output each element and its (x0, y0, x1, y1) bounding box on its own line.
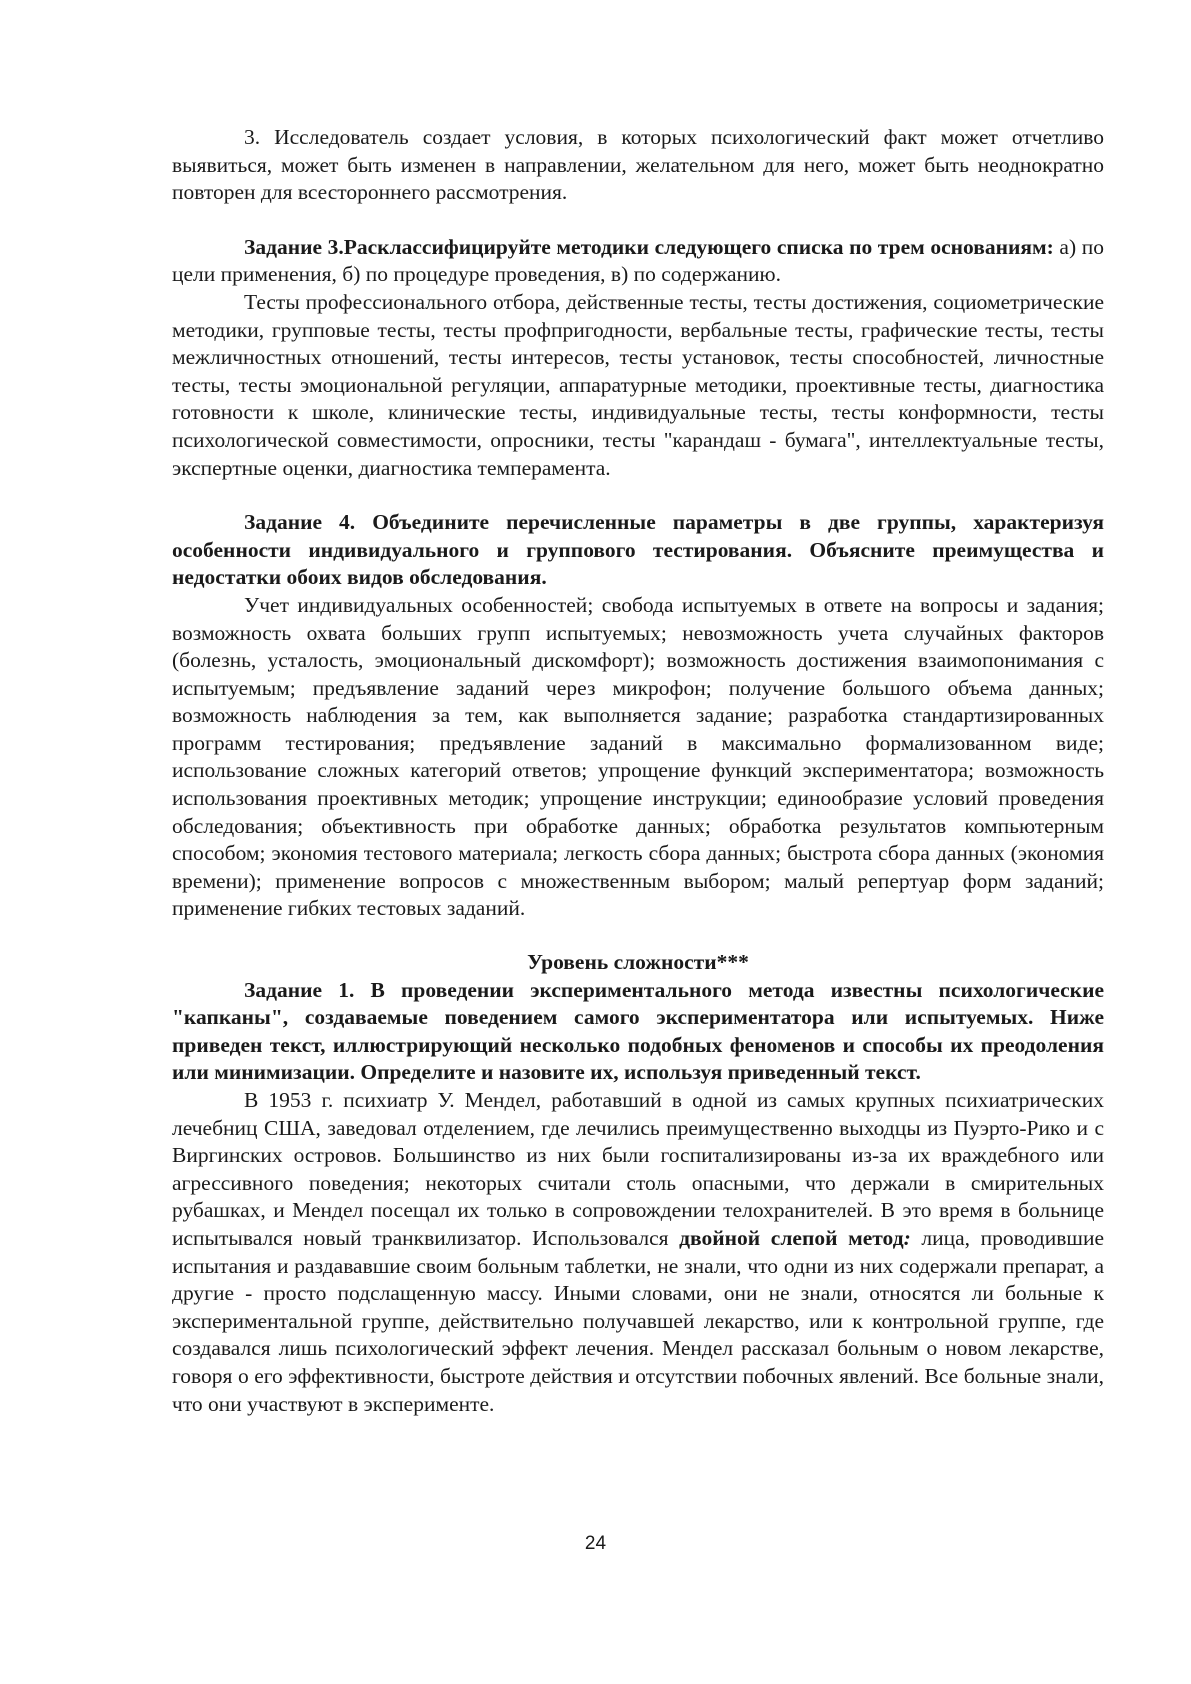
task-1-body (172, 1087, 1104, 1418)
spacer (172, 207, 1104, 234)
page-text-body (172, 124, 1104, 1418)
task-3-title: Задание 3.Расклассифицируйте методики следующего списка по трем основаниям: (244, 234, 1054, 259)
task-4-title: Задание 4. Объедините перечисленные параметры в две группы, характеризуя особенности индивидуального и группового тестирования. Объясните преимущества и недостатки обоих видов обследования. (172, 510, 1104, 590)
task-1-title: Задание 1. В проведении экспериментального метода известны психологические "капканы", создаваемые поведением самого экспериментатора или испытуемых. Ниже приведен текст, иллюстрирующий несколько подобных феноменов и способы их преодоления или минимизации. Определите и назовите их, используя приведенный текст. (172, 977, 1104, 1085)
spacer (172, 923, 1104, 949)
paragraph-item-3: 3. Исследователь создает условия, в которых психологический факт может отчетливо выявиться, может быть изменен в направлении, желательном для него, может быть неоднократно повторен для всестороннего рассмотрения. (172, 125, 1104, 205)
task-3-heading (172, 234, 1104, 289)
task-3-body: Тесты профессионального отбора, действенные тесты, тесты достижения, социометрические методики, групповые тесты, тесты профпригодности, вербальные тесты, графические тесты, тесты межличностных отношений, тесты интересов, тесты установок, тесты способностей, личностные тесты, тесты эмоциональной регуляции, аппаратурные методики, проективные тесты, диагностика готовности к школе, клинические тесты, индивидуальные тесты, тесты конформности, тесты психологической совместимости, опросники, тесты "карандаш - бумага", интеллектуальные тесты, экспертные оценки, диагностика темперамента. (172, 289, 1104, 480)
task-1-body-bold-term: двойной слепой метод (679, 1225, 904, 1250)
task-1-body-end: лица, проводившие испытания и раздававшие своим больным таблетки, не знали, что одни из них содержали препарат, а другие - просто подслащенную массу. Иными словами, они не знали, относятся ли больные к экспериментальной группе, действительно получавшей лекарство, или к контрольной группе, где создавался лишь психологический эффект лечения. Мендел рассказал больным о новом лекарстве, говоря о его эффективности, быстроте действия и отсутствии побочных явлений. Все больные знали, что они участвуют в эксперименте. (172, 1225, 1104, 1416)
page-number: 24 (584, 1533, 607, 1554)
level-heading: Уровень сложности*** (527, 950, 749, 975)
spacer (172, 482, 1104, 509)
task-1-body-start: В 1953 г. психиатр У. Мендел, работавший в одной из самых крупных психиатрических лечебниц США, заведовал отделением, где лечились преимущественно выходцы из Пуэрто-Рико и с Виргинских островов. Большинство из них были госпитализированы из-за их враждебного или агрессивного поведения; некоторых считали столь опасными, что держали в смирительных рубашках, и Мендел посещал их только в сопровождении телохранителей. В это время в больнице испытывался новый транквилизатор. Использовался (172, 1088, 1104, 1250)
task-1-body-colon: : (903, 1225, 911, 1250)
task-3-instruction: а) по цели применения, б) по процедуре проведения, в) по содержанию. (172, 234, 1104, 287)
task-4-body: Учет индивидуальных особенностей; свобода испытуемых в ответе на вопросы и задания; возможность охвата больших групп испытуемых; невозможность учета случайных факторов (болезнь, усталость, эмоциональный дискомфорт); возможность достижения взаимопонимания с испытуемым; предъявление заданий через микрофон; получение большого объема данных; возможность наблюдения за тем, как выполняется задание; разработка стандартизированных программ тестирования; предъявление заданий в максимально формализованном виде; использование сложных категорий ответов; упрощение функций экспериментатора; возможность использования проективных методик; упрощение инструкции; единообразие условий проведения обследования; объективность при обработке данных; обработка результатов компьютерным способом; экономия тестового материала; легкость сбора данных; быстрота сбора данных (экономия времени); применение вопросов с множественным выбором; малый репертуар форм заданий; применение гибких тестовых заданий. (172, 592, 1104, 921)
